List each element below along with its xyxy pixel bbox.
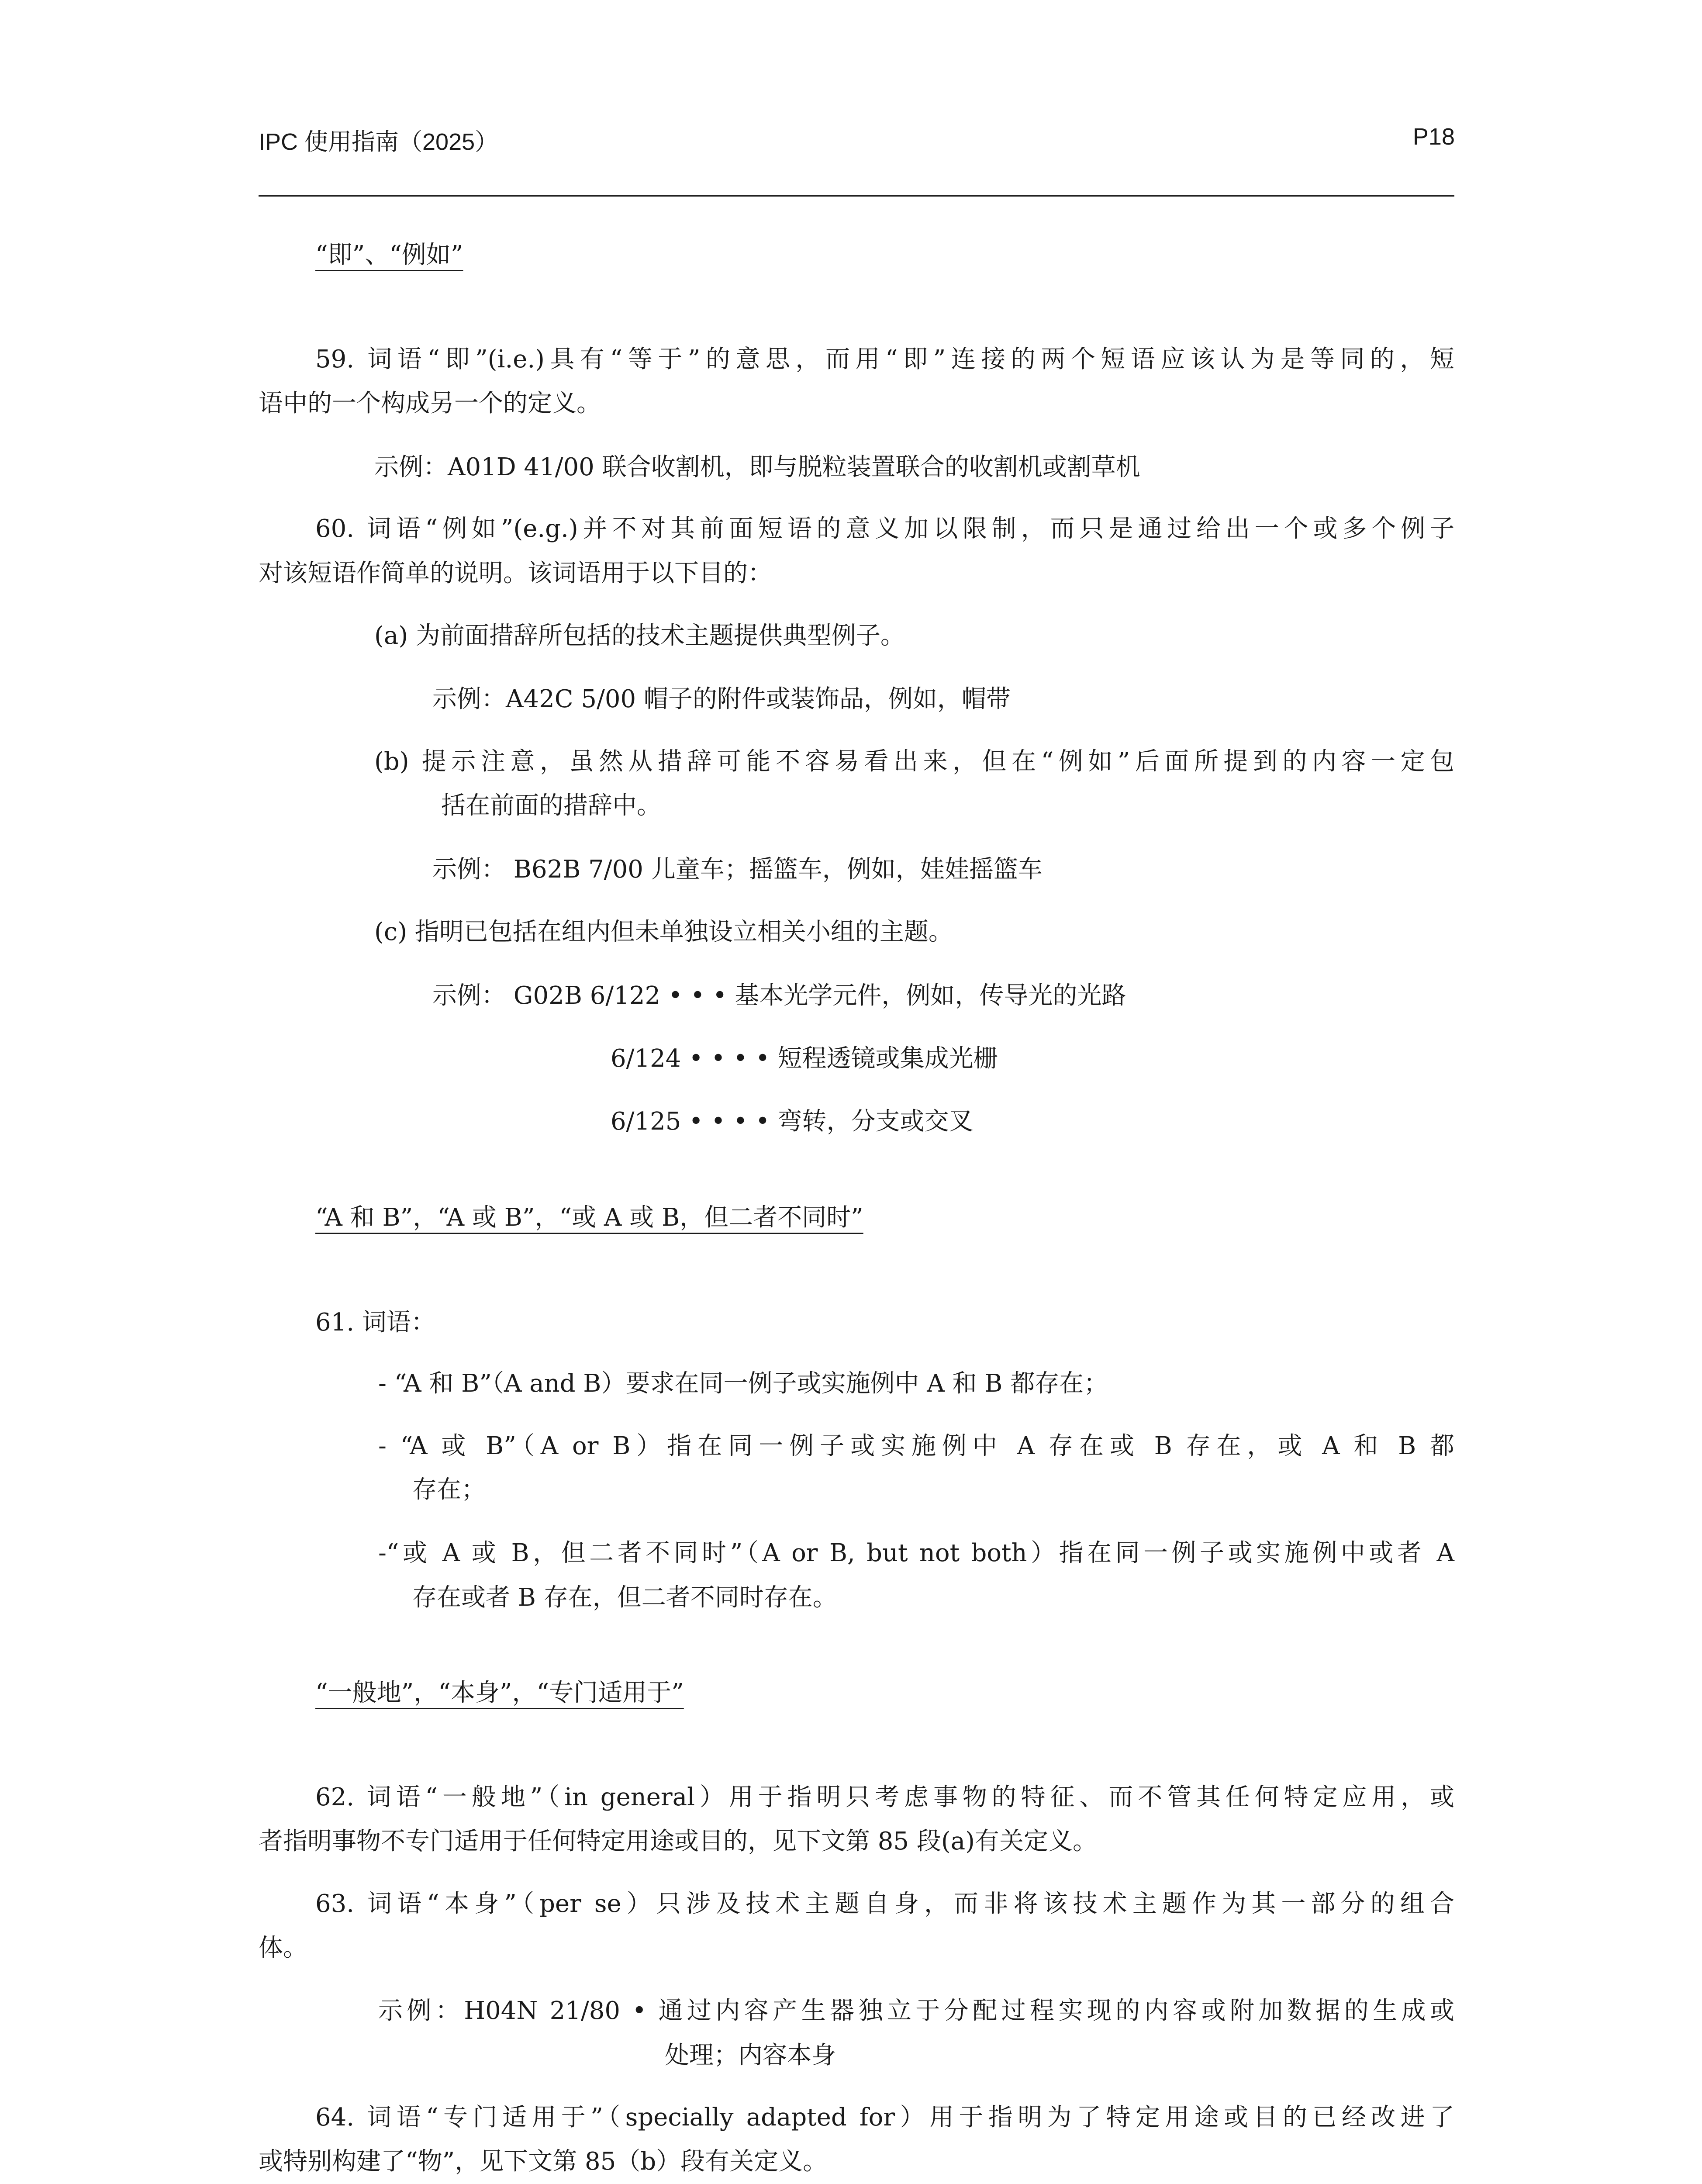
example-b: 示例： B62B 7/00 儿童车；摇篮车，例如，娃娃摇篮车: [432, 855, 1043, 884]
section-heading-and-or: “A 和 B”，“A 或 B”，“或 A 或 B，但二者不同时”: [315, 1203, 863, 1232]
item-a: (a) 为前面措辞所包括的技术主题提供典型例子。: [374, 622, 905, 650]
paragraph-62-line1: 62. 词语“一般地”（in general）用于指明只考虑事物的特征、而不管其任何特定应用，或: [315, 1783, 1454, 1811]
example-59: 示例：A01D 41/00 联合收割机，即与脱粒装置联合的收割机或割草机: [374, 453, 1140, 481]
section-heading-ie-eg: “即”、“例如”: [315, 241, 463, 269]
dash-item-or-line2: 存在；: [412, 1476, 486, 1504]
example-c-line3: 6/125 • • • • 弯转，分支或交叉: [611, 1107, 974, 1136]
item-b-line2: 括在前面的措辞中。: [441, 791, 661, 820]
paragraph-64-line1: 64. 词语“专门适用于”（specially adapted for）用于指明为了特定用途或目的已经改进了: [315, 2103, 1454, 2132]
paragraph-60-line1: 60. 词语“例如”(e.g.)并不对其前面短语的意义加以限制，而只是通过给出一个或多个例子: [315, 515, 1454, 543]
section-heading-general: “一般地”，“本身”，“专门适用于”: [315, 1679, 684, 1707]
example-c-line2: 6/124 • • • • 短程透镜或集成光栅: [611, 1044, 998, 1073]
example-63-line2: 处理；内容本身: [665, 2041, 836, 2070]
dash-item-and: - “A 和 B”（A and B）要求在同一例子或实施例中 A 和 B 都存在；: [378, 1369, 1108, 1398]
page-number: P18: [1412, 124, 1455, 150]
paragraph-63-line1: 63. 词语“本身”（per se）只涉及技术主题自身，而非将该技术主题作为其一部分的组合: [315, 1890, 1454, 1918]
paragraph-62-line2: 者指明事物不专门适用于任何特定用途或目的，见下文第 85 段(a)有关定义。: [259, 1827, 1097, 1856]
header-title: IPC 使用指南（2025）: [259, 129, 499, 155]
item-c: (c) 指明已包括在组内但未单独设立相关小组的主题。: [374, 918, 953, 946]
dash-item-xor-line1: -“或 A 或 B，但二者不同时”（A or B, but not both）指在同一例子或实施例中或者 A: [378, 1539, 1454, 1567]
paragraph-63-line2: 体。: [259, 1934, 307, 1962]
example-c-line1: 示例： G02B 6/122 • • • 基本光学元件，例如，传导光的光路: [432, 981, 1126, 1010]
paragraph-59-line2: 语中的一个构成另一个的定义。: [259, 389, 601, 418]
paragraph-61: 61. 词语：: [315, 1308, 435, 1337]
header-divider: [259, 195, 1454, 197]
paragraph-59-line1: 59. 词语“即”(i.e.)具有“等于”的意思，而用“即”连接的两个短语应该认为是等同的，短: [315, 345, 1454, 373]
example-a: 示例：A42C 5/00 帽子的附件或装饰品，例如，帽带: [432, 685, 1011, 713]
item-b-line1: (b) 提示注意，虽然从措辞可能不容易看出来，但在“例如”后面所提到的内容一定包: [374, 747, 1454, 776]
dash-item-xor-line2: 存在或者 B 存在，但二者不同时存在。: [412, 1583, 837, 1612]
example-63-line1: 示例：H04N 21/80 • 通过内容产生器独立于分配过程实现的内容或附加数据的生成或: [378, 1997, 1454, 2025]
paragraph-60-line2: 对该短语作简单的说明。该词语用于以下目的：: [259, 559, 772, 587]
paragraph-64-line2: 或特别构建了“物”，见下文第 85（b）段有关定义。: [259, 2147, 828, 2176]
dash-item-or-line1: - “A 或 B”（A or B）指在同一例子或实施例中 A 存在或 B 存在，或 A 和 B 都: [378, 1432, 1454, 1460]
